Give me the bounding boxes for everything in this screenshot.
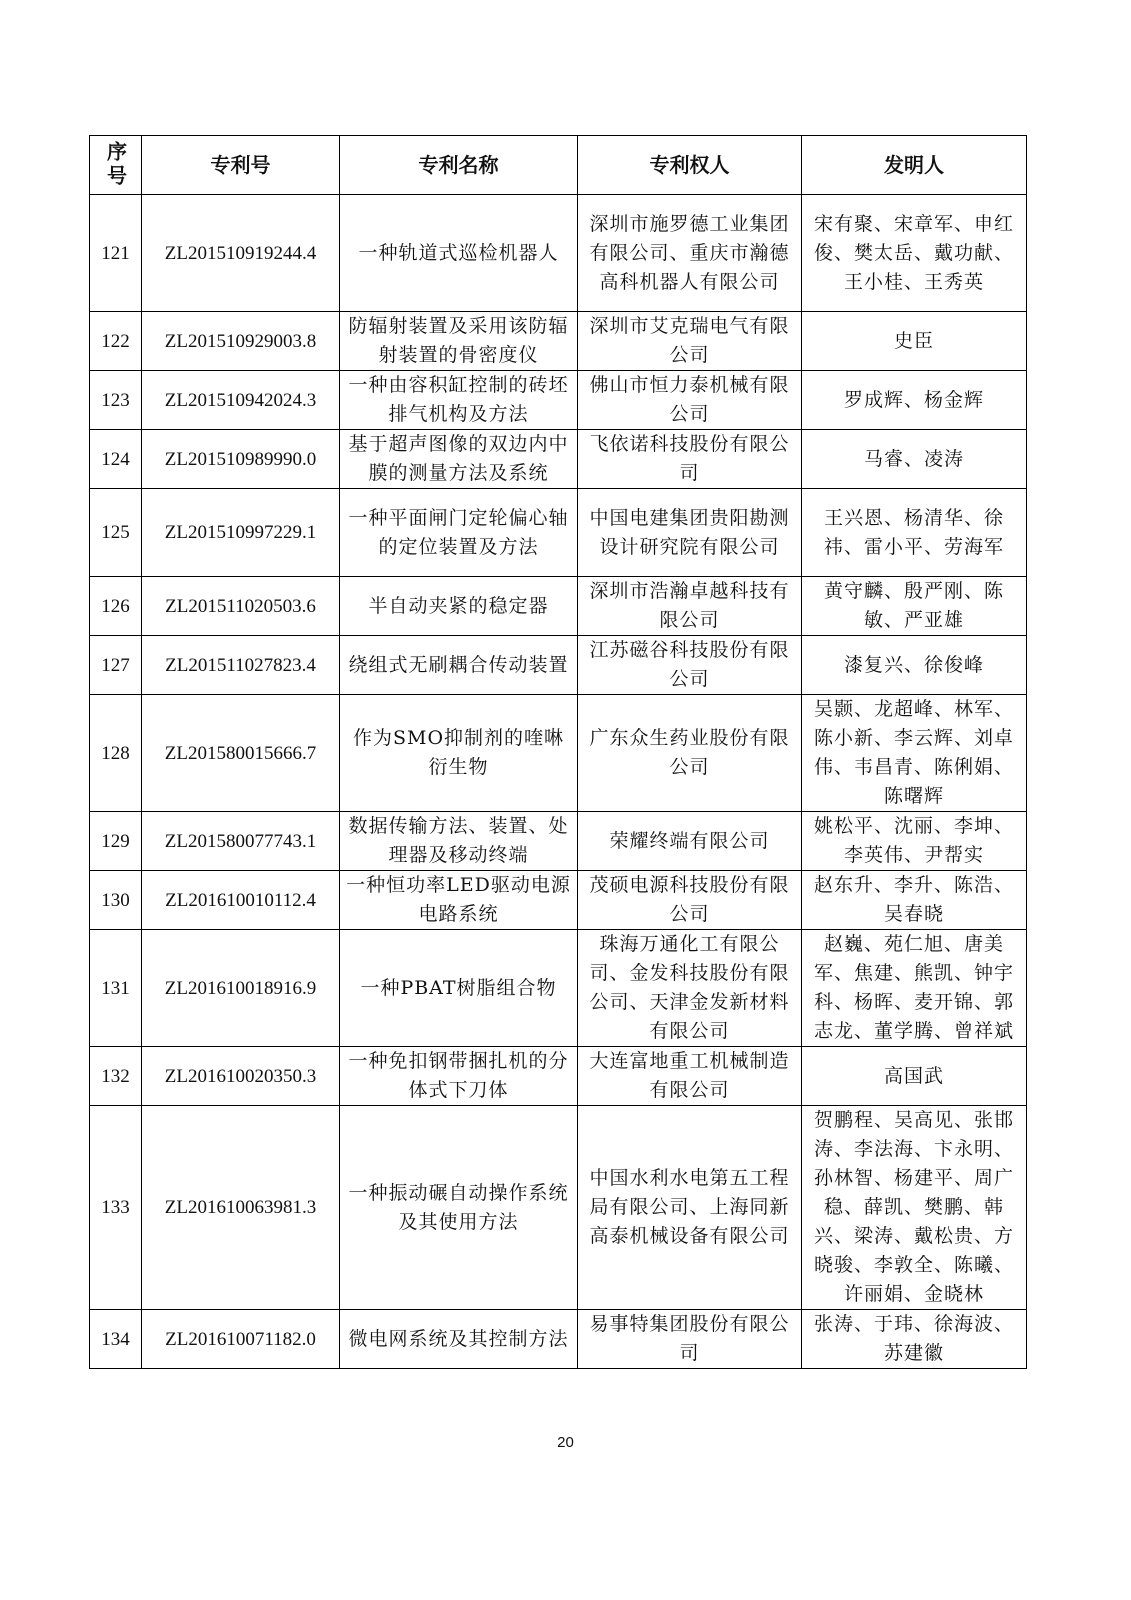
row-owner: 江苏磁谷科技股份有限公司 — [578, 636, 802, 695]
row-patent-name: 一种由容积缸控制的砖坯排气机构及方法 — [340, 371, 578, 430]
table-row — [90, 871, 1027, 930]
row-inventors: 罗成辉、杨金辉 — [802, 371, 1027, 430]
row-owner: 佛山市恒力泰机械有限公司 — [578, 371, 802, 430]
table-row — [90, 812, 1027, 871]
row-owner: 中国电建集团贵阳勘测设计研究院有限公司 — [578, 489, 802, 577]
row-seq: 124 — [90, 430, 142, 489]
row-patent-name: 绕组式无刷耦合传动装置 — [340, 636, 578, 695]
row-seq: 130 — [90, 871, 142, 930]
row-seq: 133 — [90, 1106, 142, 1310]
table-row — [90, 1106, 1027, 1310]
table-row — [90, 930, 1027, 1047]
row-inventors: 王兴恩、杨清华、徐祎、雷小平、劳海军 — [802, 489, 1027, 577]
row-inventors: 高国武 — [802, 1047, 1027, 1106]
row-inventors: 吴颢、龙超峰、林军、陈小新、李云辉、刘卓伟、韦昌青、陈俐娟、陈曙辉 — [802, 695, 1027, 812]
table-row — [90, 577, 1027, 636]
row-patent-no: ZL201510989990.0 — [142, 430, 340, 489]
row-owner: 中国水利水电第五工程局有限公司、上海同新高泰机械设备有限公司 — [578, 1106, 802, 1310]
row-owner: 珠海万通化工有限公司、金发科技股份有限公司、天津金发新材料有限公司 — [578, 930, 802, 1047]
table-row — [90, 430, 1027, 489]
header-owner: 专利权人 — [578, 136, 802, 195]
row-inventors: 马睿、凌涛 — [802, 430, 1027, 489]
row-seq: 129 — [90, 812, 142, 871]
row-inventors: 赵东升、李升、陈浩、吴春晓 — [802, 871, 1027, 930]
row-inventors: 史臣 — [802, 312, 1027, 371]
table-row — [90, 1047, 1027, 1106]
row-patent-no: ZL201511027823.4 — [142, 636, 340, 695]
row-patent-no: ZL201610071182.0 — [142, 1310, 340, 1369]
row-seq: 123 — [90, 371, 142, 430]
row-patent-no: ZL201510997229.1 — [142, 489, 340, 577]
row-patent-name: 作为SMO抑制剂的喹啉衍生物 — [340, 695, 578, 812]
row-inventors: 贺鹏程、吴高见、张邯涛、李法海、卞永明、孙林智、杨建平、周广稳、薛凯、樊鹏、韩兴、梁涛、戴松贵、方晓骏、李敦全、陈曦、许丽娟、金晓林 — [802, 1106, 1027, 1310]
row-patent-no: ZL201610010112.4 — [142, 871, 340, 930]
row-patent-name: 一种恒功率LED驱动电源电路系统 — [340, 871, 578, 930]
header-inventor: 发明人 — [802, 136, 1027, 195]
row-patent-no: ZL201580015666.7 — [142, 695, 340, 812]
row-patent-no: ZL201610063981.3 — [142, 1106, 340, 1310]
table-row — [90, 195, 1027, 312]
row-owner: 易事特集团股份有限公司 — [578, 1310, 802, 1369]
row-seq: 128 — [90, 695, 142, 812]
row-inventors: 漆复兴、徐俊峰 — [802, 636, 1027, 695]
row-patent-no: ZL201510942024.3 — [142, 371, 340, 430]
row-owner: 飞依诺科技股份有限公司 — [578, 430, 802, 489]
table-row — [90, 489, 1027, 577]
patent-table — [89, 135, 1027, 1369]
row-inventors: 黄守麟、殷严刚、陈敏、严亚雄 — [802, 577, 1027, 636]
row-owner: 荣耀终端有限公司 — [578, 812, 802, 871]
row-patent-name: 一种免扣钢带捆扎机的分体式下刀体 — [340, 1047, 578, 1106]
table-row — [90, 312, 1027, 371]
row-patent-name: 半自动夹紧的稳定器 — [340, 577, 578, 636]
row-owner: 深圳市施罗德工业集团有限公司、重庆市瀚德高科机器人有限公司 — [578, 195, 802, 312]
header-patent-name: 专利名称 — [340, 136, 578, 195]
row-inventors: 宋有聚、宋章军、申红俊、樊太岳、戴功献、王小桂、王秀英 — [802, 195, 1027, 312]
row-owner: 茂硕电源科技股份有限公司 — [578, 871, 802, 930]
row-patent-name: 一种振动碾自动操作系统及其使用方法 — [340, 1106, 578, 1310]
table-row — [90, 371, 1027, 430]
row-seq: 125 — [90, 489, 142, 577]
row-seq: 134 — [90, 1310, 142, 1369]
row-patent-no: ZL201510919244.4 — [142, 195, 340, 312]
row-patent-name: 数据传输方法、装置、处理器及移动终端 — [340, 812, 578, 871]
row-seq: 127 — [90, 636, 142, 695]
row-owner: 深圳市艾克瑞电气有限公司 — [578, 312, 802, 371]
row-patent-no: ZL201580077743.1 — [142, 812, 340, 871]
row-patent-no: ZL201510929003.8 — [142, 312, 340, 371]
row-seq: 126 — [90, 577, 142, 636]
row-owner: 深圳市浩瀚卓越科技有限公司 — [578, 577, 802, 636]
row-patent-no: ZL201610020350.3 — [142, 1047, 340, 1106]
table-row — [90, 636, 1027, 695]
row-patent-name: 一种轨道式巡检机器人 — [340, 195, 578, 312]
table-row — [90, 1310, 1027, 1369]
row-patent-name: 一种平面闸门定轮偏心轴的定位装置及方法 — [340, 489, 578, 577]
row-patent-name: 基于超声图像的双边内中膜的测量方法及系统 — [340, 430, 578, 489]
row-inventors: 姚松平、沈丽、李坤、李英伟、尹帮实 — [802, 812, 1027, 871]
row-seq: 121 — [90, 195, 142, 312]
row-patent-name: 防辐射装置及采用该防辐射装置的骨密度仪 — [340, 312, 578, 371]
row-seq: 132 — [90, 1047, 142, 1106]
row-patent-no: ZL201610018916.9 — [142, 930, 340, 1047]
table-row — [90, 695, 1027, 812]
header-seq: 序号 — [90, 136, 142, 195]
row-seq: 122 — [90, 312, 142, 371]
row-patent-name: 一种PBAT树脂组合物 — [340, 930, 578, 1047]
header-patent-no: 专利号 — [142, 136, 340, 195]
row-patent-no: ZL201511020503.6 — [142, 577, 340, 636]
row-inventors: 赵巍、苑仁旭、唐美军、焦建、熊凯、钟宇科、杨晖、麦开锦、郭志龙、董学腾、曾祥斌 — [802, 930, 1027, 1047]
row-owner: 大连富地重工机械制造有限公司 — [578, 1047, 802, 1106]
row-inventors: 张涛、于玮、徐海波、苏建徽 — [802, 1310, 1027, 1369]
table-header-row — [90, 136, 1027, 195]
row-seq: 131 — [90, 930, 142, 1047]
page-number: 20 — [557, 1434, 574, 1451]
row-owner: 广东众生药业股份有限公司 — [578, 695, 802, 812]
row-patent-name: 微电网系统及其控制方法 — [340, 1310, 578, 1369]
